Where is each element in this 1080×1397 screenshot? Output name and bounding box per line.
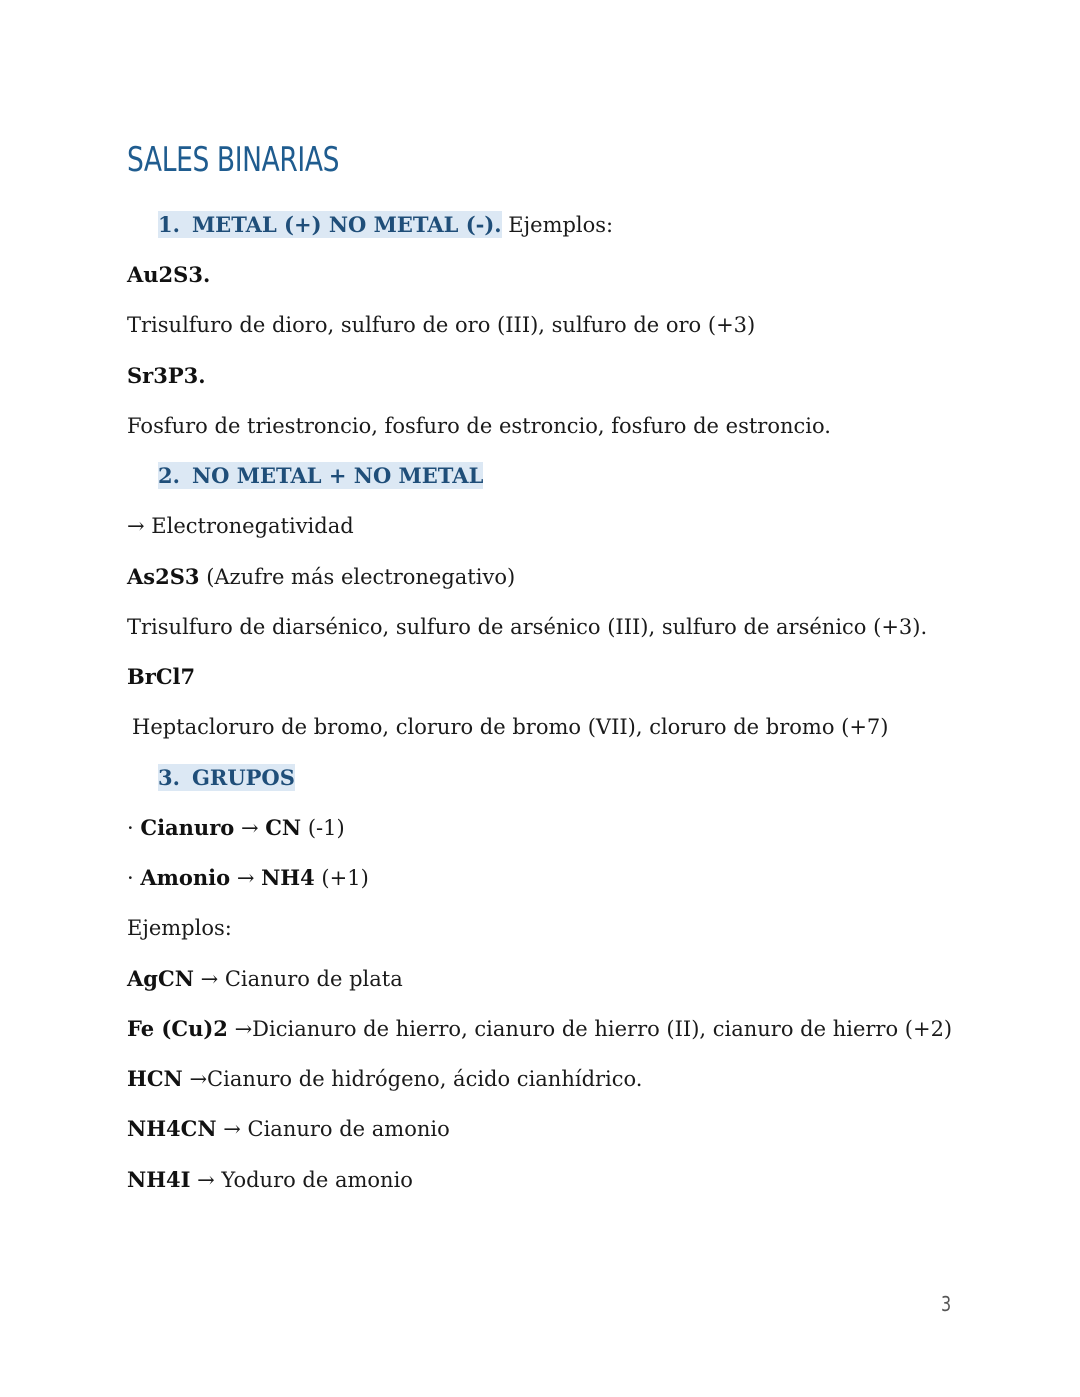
group-example-3: HCN →Cianuro de hidrógeno, ácido cianhídrico. — [127, 1066, 643, 1091]
group-example-4: NH4CN → Cianuro de amonio — [127, 1116, 450, 1141]
group-example-5: NH4I → Yoduro de amonio — [127, 1167, 413, 1192]
section-3-heading — [158, 763, 295, 793]
group-example-1: AgCN → Cianuro de plata — [127, 966, 403, 991]
group-cyanide: · Cianuro → CN (-1) — [127, 815, 345, 840]
section-1-number: 1. — [158, 212, 180, 237]
examples-label: Ejemplos: — [127, 916, 232, 940]
section-1-heading — [158, 210, 613, 240]
example-4-formula: BrCl7 — [127, 664, 196, 689]
example-3-names: Trisulfuro de diarsénico, sulfuro de arsénico (III), sulfuro de arsénico (+3). — [127, 615, 928, 639]
page-title: SALES BINARIAS — [127, 140, 340, 180]
section-3-title: GRUPOS — [191, 765, 295, 790]
section-1-highlight — [158, 211, 502, 238]
example-1-formula: Au2S3. — [127, 262, 211, 287]
section-1-title: METAL (+) NO METAL (-). — [191, 212, 502, 237]
section-3-highlight — [158, 764, 295, 791]
group-ammonium: · Amonio → NH4 (+1) — [127, 865, 369, 890]
section-1-suffix: Ejemplos: — [501, 213, 614, 237]
example-3-formula: As2S3 (Azufre más electronegativo) — [127, 564, 516, 589]
section-2-heading — [158, 461, 483, 491]
page-number: 3 — [941, 1292, 952, 1316]
example-2-names: Fosfuro de triestroncio, fosfuro de estroncio, fosfuro de estroncio. — [127, 414, 831, 438]
section-2-number: 2. — [158, 463, 180, 488]
example-4-names: Heptacloruro de bromo, cloruro de bromo (VII), cloruro de bromo (+7) — [132, 715, 889, 739]
section-3-number: 3. — [158, 765, 180, 790]
example-1-names: Trisulfuro de dioro, sulfuro de oro (III), sulfuro de oro (+3) — [127, 313, 756, 337]
section-2-highlight — [158, 462, 483, 489]
group-example-2: Fe (Cu)2 →Dicianuro de hierro, cianuro de hierro (II), cianuro de hierro (+2) — [127, 1016, 953, 1041]
electronegativity-note: → Electronegatividad — [127, 514, 354, 538]
section-2-title: NO METAL + NO METAL — [191, 463, 484, 488]
example-2-formula: Sr3P3. — [127, 363, 206, 388]
